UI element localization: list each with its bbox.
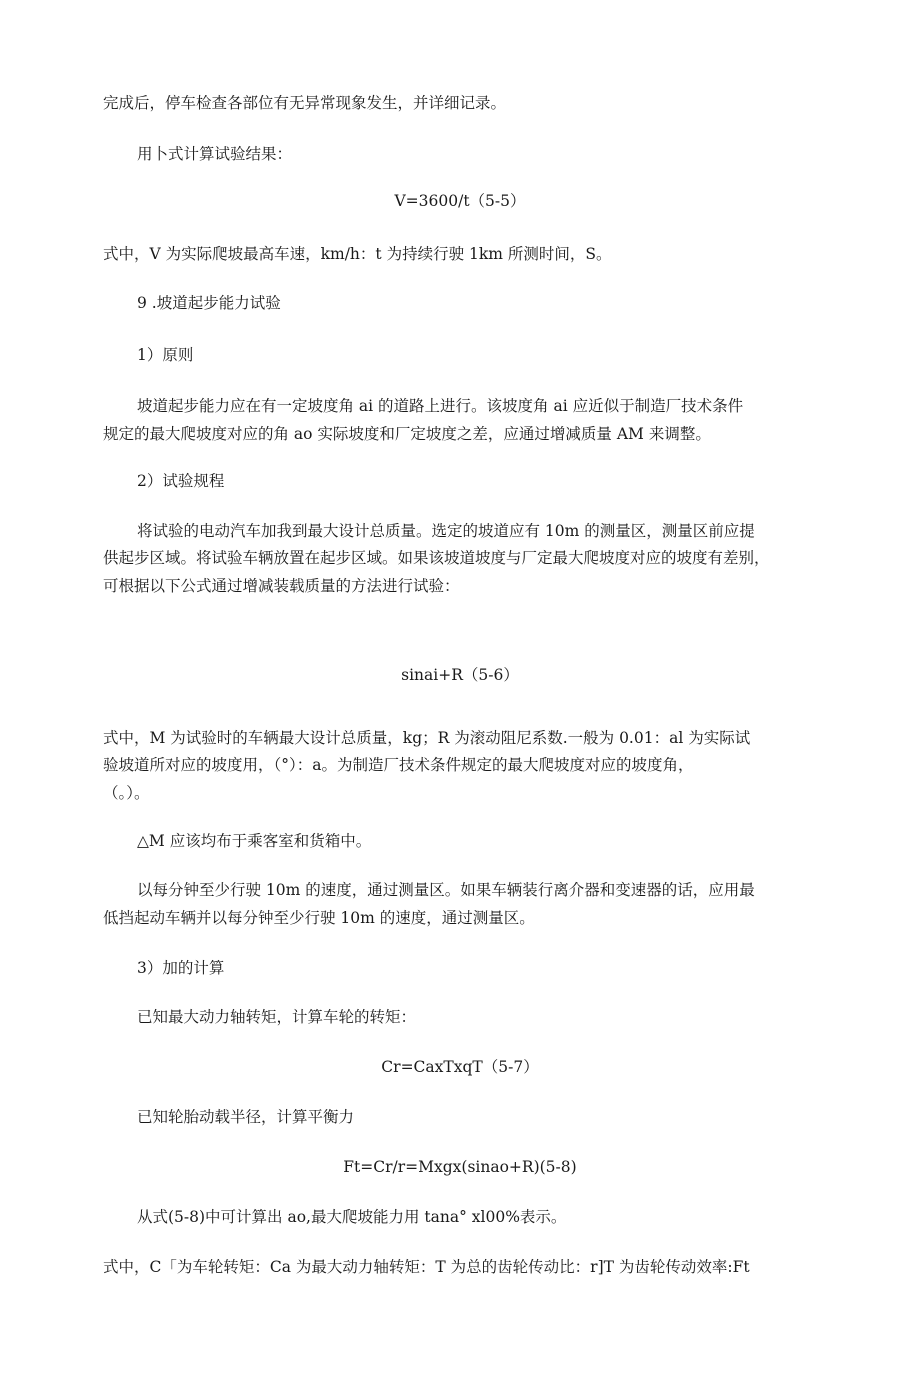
formula-5-7: Cr=CaxTxqT（5-7） <box>381 1058 539 1076</box>
paragraph-line: 供起步区域。将试验车辆放置在起步区域。如果该坡道坡度与厂定最大爬坡度对应的坡度有差别， <box>103 549 770 567</box>
subsection-heading: 1）原则 <box>137 346 194 364</box>
formula-5-6: sinai+R（5-6） <box>401 666 519 684</box>
paragraph-line: 规定的最大爬坡度对应的角 ao 实际坡度和厂定坡度之差，应通过增减质量 AM 来调整。 <box>103 425 711 443</box>
paragraph-line: 从式(5-8)中可计算出 ao,最大爬坡能力用 tana° xl00%表示。 <box>137 1208 567 1226</box>
paragraph-line: （。）。 <box>103 784 150 802</box>
paragraph-line: 低挡起动车辆并以每分钟至少行驶 10m 的速度，通过测量区。 <box>103 909 535 927</box>
paragraph-line: 坡道起步能力应在有一定坡度角 ai 的道路上进行。该坡度角 ai 应近似于制造厂技术条件 <box>137 397 744 415</box>
subsection-heading: 2）试验规程 <box>137 472 225 490</box>
paragraph-line: 可根据以下公式通过增减装载质量的方法进行试验： <box>103 577 460 595</box>
formula-5-8: Ft=Cr/r=Mxgx(sinao+R)(5-8) <box>343 1158 577 1176</box>
paragraph-line: 式中，C「为车轮转矩：Ca 为最大动力轴转矩：T 为总的齿轮传动比：r]T 为齿轮传动效率:Ft <box>103 1258 750 1276</box>
paragraph-line: 式中，V 为实际爬坡最高车速，km/h：t 为持续行驶 1km 所测时间，S。 <box>103 245 612 263</box>
paragraph-line: 完成后，停车检查各部位有无异常现象发生，并详细记录。 <box>103 94 507 112</box>
paragraph-line: 用卜式计算试验结果： <box>137 145 293 163</box>
paragraph-line: 已知轮胎动载半径，计算平衡力 <box>137 1108 355 1126</box>
paragraph-line: △M 应该均布于乘客室和货箱中。 <box>137 832 372 850</box>
paragraph-line: 验坡道所对应的坡度用，（°）：a。为制造厂技术条件规定的最大爬坡度对应的坡度角， <box>103 756 694 774</box>
paragraph-line: 将试验的电动汽车加我到最大设计总质量。选定的坡道应有 10m 的测量区，测量区前应提 <box>137 522 755 540</box>
paragraph-line: 式中，M 为试验时的车辆最大设计总质量，kg；R 为滚动阻尼系数.一般为 0.01：al 为实际试 <box>103 729 751 747</box>
paragraph-line: 以每分钟至少行驶 10m 的速度，通过测量区。如果车辆装行离介器和变速器的话，应用最 <box>137 881 755 899</box>
subsection-heading: 3）加的计算 <box>137 959 225 977</box>
formula-5-5: V=3600/t（5-5） <box>394 192 526 210</box>
section-heading: 9 .坡道起步能力试验 <box>137 294 281 312</box>
paragraph-line: 已知最大动力轴转矩，计算车轮的转矩： <box>137 1008 417 1026</box>
